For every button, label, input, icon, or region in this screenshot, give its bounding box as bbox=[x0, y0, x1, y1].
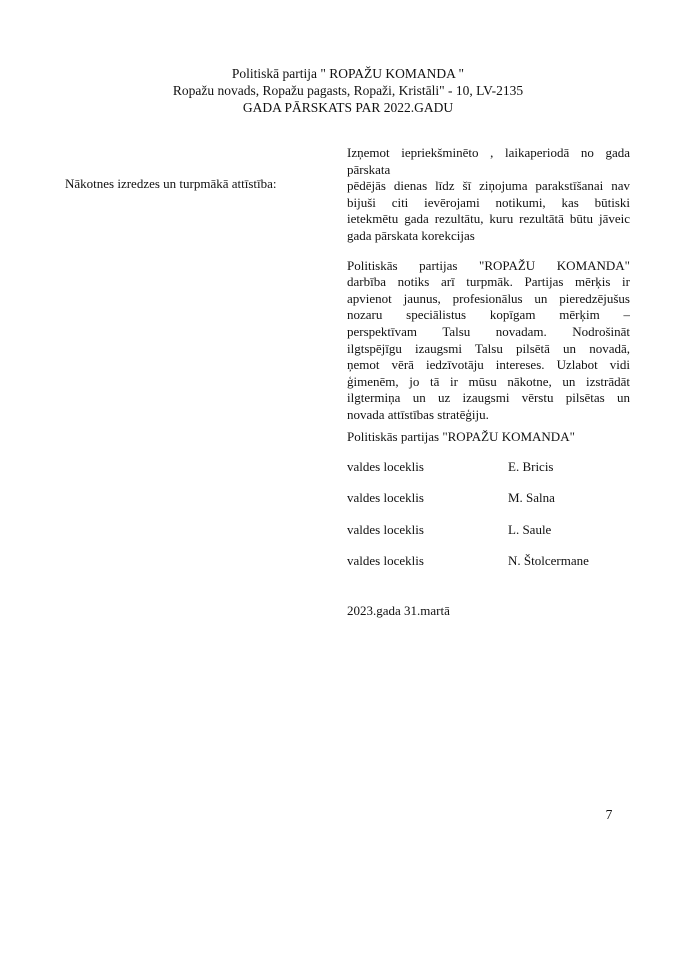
text-line: Politiskās partijas "ROPAŽU KOMANDA" bbox=[347, 257, 630, 273]
signature-name: N. Štolcermane bbox=[508, 553, 589, 569]
text-line: apvienot jaunus, profesionālus un pieredzējušus bbox=[347, 290, 630, 306]
signature-name: E. Bricis bbox=[508, 458, 554, 474]
signature-role: valdes loceklis bbox=[347, 458, 424, 474]
body-text-column bbox=[347, 145, 630, 424]
text-line: pēdējās dienas līdz šī ziņojuma parakstīšanai nav bbox=[347, 178, 630, 194]
signature-party-name: Politiskās partijas "ROPAŽU KOMANDA" bbox=[347, 429, 575, 444]
header-address: Ropažu novads, Ropažu pagasts, Ropaži, Kristāli" - 10, LV-2135 bbox=[172, 83, 524, 98]
signature-row bbox=[347, 459, 630, 476]
paragraph-events bbox=[347, 145, 630, 245]
text-line: pārskata bbox=[347, 161, 391, 177]
text-line: ilgtermiņa un uz izaugsmi vērstu pilsētas un bbox=[347, 390, 630, 406]
text-line: nozaru speciālistus kopīgam mērķim – bbox=[347, 307, 630, 323]
header-party-name: Politiskā partija " ROPAŽU KOMANDA " bbox=[231, 66, 465, 81]
header-report-title: GADA PĀRSKATS PAR 2022.GADU bbox=[242, 100, 454, 115]
signature-row bbox=[347, 490, 630, 507]
text-line: bijuši citi ievērojami notikumi, kas būtiski bbox=[347, 194, 630, 210]
text-line: perspektīvam Talsu novadam. Nodrošināt bbox=[347, 323, 630, 339]
signature-name: M. Salna bbox=[508, 490, 555, 506]
signature-name: L. Saule bbox=[508, 521, 552, 537]
text-line: Izņemot iepriekšminēto , laikaperiodā no gada bbox=[347, 145, 630, 160]
document-header bbox=[65, 65, 631, 116]
paragraph-future bbox=[347, 258, 630, 424]
page-number: 7 bbox=[605, 807, 613, 822]
text-line: ilgtspējīgu izaugsmi Talsu pilsētā un novadā, bbox=[347, 340, 630, 356]
text-line: ņemot vērā iedzīvotāju intereses. Uzlabot vidi bbox=[347, 357, 630, 373]
signature-block bbox=[347, 429, 630, 620]
text-line: novada attīstības stratēģiju. bbox=[347, 406, 489, 422]
text-line: ietekmētu gada rezultātu, kuru rezultātā būtu jāveic bbox=[347, 211, 630, 227]
signature-role: valdes loceklis bbox=[347, 553, 424, 569]
text-line: gada pārskata korekcijas bbox=[347, 227, 475, 243]
signature-row bbox=[347, 522, 630, 539]
section-label: Nākotnes izredzes un turpmākā attīstība: bbox=[65, 176, 277, 191]
signature-role: valdes loceklis bbox=[347, 521, 424, 537]
signature-role: valdes loceklis bbox=[347, 490, 424, 506]
text-line: darbība notiks arī turpmāk. Partijas mērķis ir bbox=[347, 274, 630, 290]
signature-row bbox=[347, 553, 630, 570]
signature-date: 2023.gada 31.martā bbox=[347, 602, 450, 618]
text-line: ģimenēm, jo tā ir mūsu nākotne, un izstrādāt bbox=[347, 373, 630, 389]
